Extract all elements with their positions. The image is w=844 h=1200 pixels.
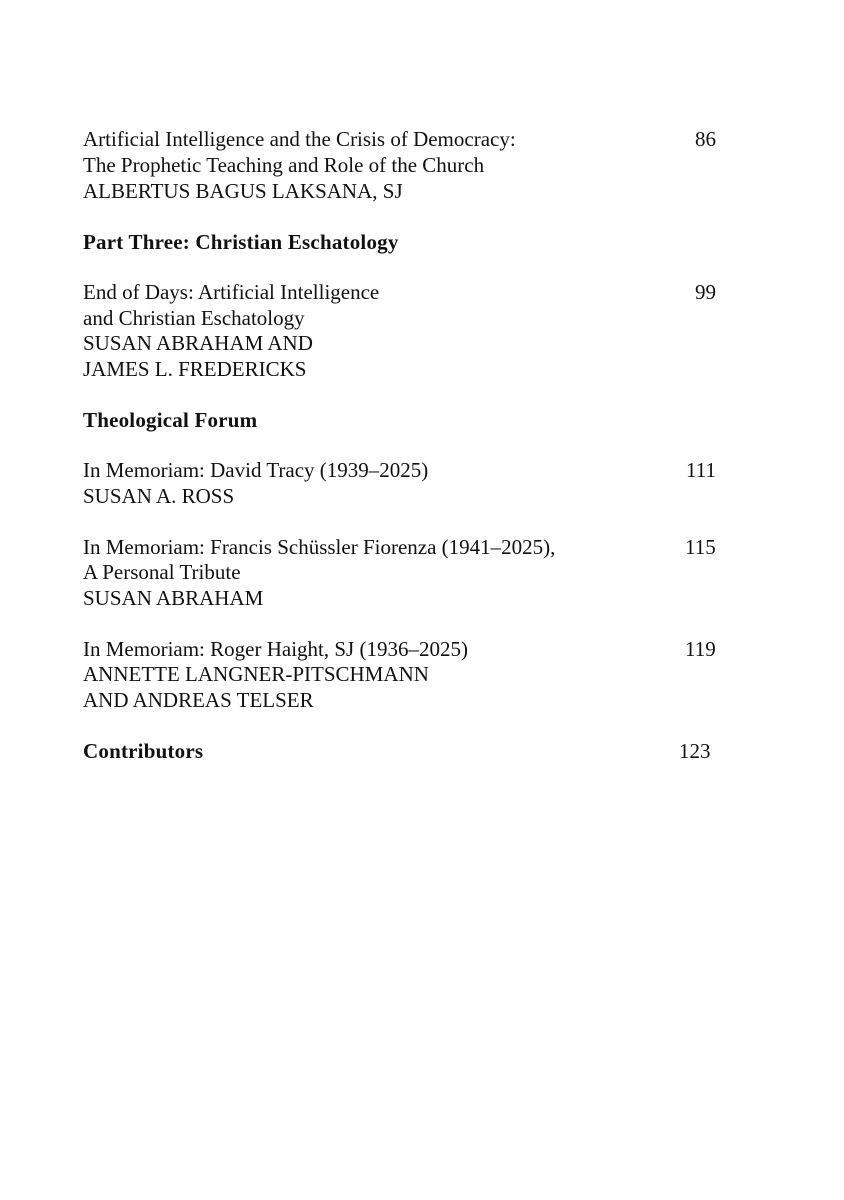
entry-page-number: 115: [685, 535, 716, 559]
entry-page-number: 123: [679, 739, 711, 763]
section-heading-theological-forum: Theological Forum: [83, 408, 258, 432]
section-heading-part-three: Part Three: Christian Eschatology: [83, 230, 399, 254]
entry-author: AND ANDREAS TELSER: [83, 688, 314, 712]
entry-title-line: and Christian Eschatology: [83, 306, 305, 330]
entry-title-line: In Memoriam: Roger Haight, SJ (1936–2025): [83, 637, 468, 661]
entry-title-line: In Memoriam: Francis Schüssler Fiorenza (1941–2025),: [83, 535, 556, 559]
section-heading-contributors: Contributors: [83, 739, 204, 763]
entry-author: JAMES L. FREDERICKS: [83, 357, 307, 381]
entry-author: ALBERTUS BAGUS LAKSANA, SJ: [83, 179, 403, 203]
entry-author: SUSAN ABRAHAM: [83, 586, 264, 610]
entry-page-number: 111: [686, 458, 716, 482]
entry-page-number: 86: [695, 127, 716, 151]
entry-title-line: The Prophetic Teaching and Role of the Church: [83, 153, 485, 177]
entry-page-number: 99: [695, 280, 716, 304]
entry-page-number: 119: [685, 637, 716, 661]
entry-title-line: Artificial Intelligence and the Crisis of Democracy:: [83, 127, 516, 151]
entry-author: SUSAN A. ROSS: [83, 484, 235, 508]
entry-author: ANNETTE LANGNER-PITSCHMANN: [83, 662, 429, 686]
entry-title-line: A Personal Tribute: [83, 560, 241, 584]
entry-title-line: End of Days: Artificial Intelligence: [83, 280, 380, 304]
entry-author: SUSAN ABRAHAM AND: [83, 331, 313, 355]
entry-title-line: In Memoriam: David Tracy (1939–2025): [83, 458, 429, 482]
